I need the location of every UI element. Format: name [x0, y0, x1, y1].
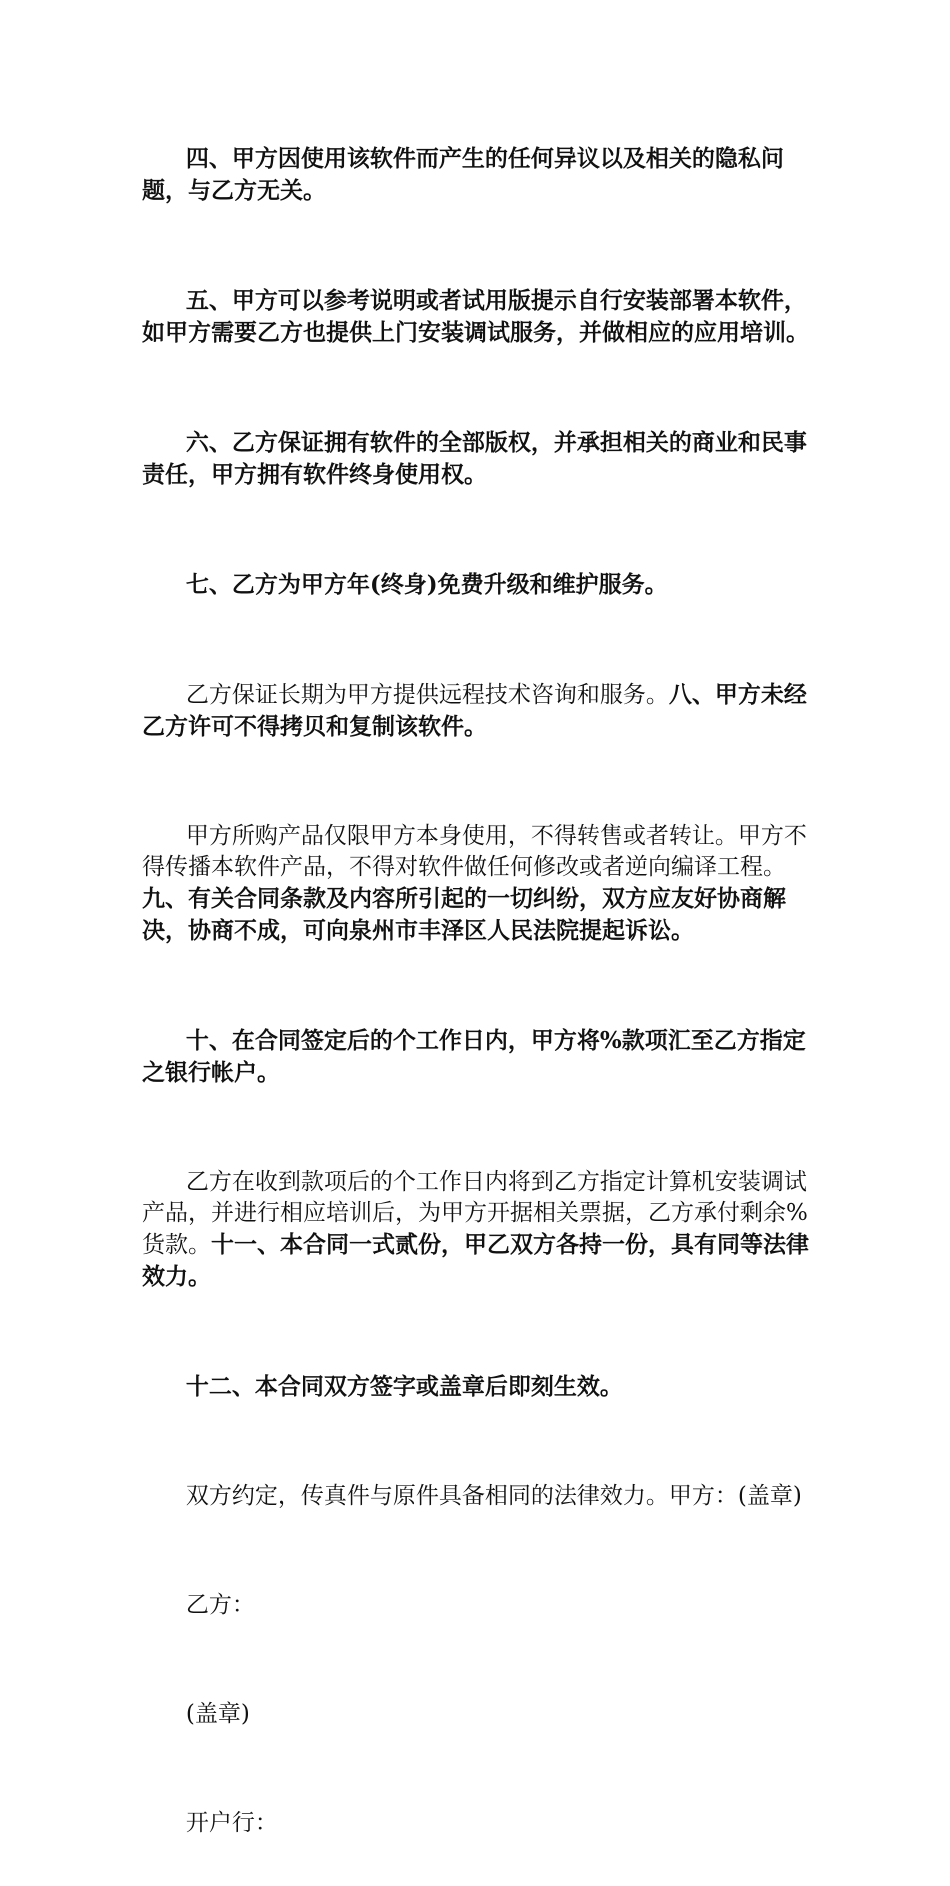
- clause-10-detail: [142, 1136, 822, 1324]
- clause-7-detail-text: 乙方保证长期为甲方提供远程技术咨询和服务。: [185, 682, 669, 708]
- clause-4: [142, 112, 822, 238]
- party-b-label-text: 乙方：: [185, 1592, 255, 1618]
- contract-body: [142, 112, 822, 1886]
- clause-5-text: 五、甲方可以参考说明或者试用版提示自行安装部署本软件，如甲方需要乙方也提供上门安装调试服务，并做相应的应用培训。: [142, 287, 809, 346]
- clause-11-text: 十一、本合同一式贰份，甲乙双方各持一份，具有同等法律效力。: [142, 1231, 809, 1290]
- party-b-seal: [142, 1668, 822, 1761]
- clause-12-text: 十二、本合同双方签字或盖章后即刻生效。: [185, 1373, 623, 1400]
- clause-12-detail: [142, 1450, 822, 1543]
- clause-8-detail: [142, 790, 822, 978]
- clause-6: [142, 396, 822, 522]
- clause-10-detail-text: 乙方在收到款项后的个工作日内将到乙方指定计算机安装调试产品，并进行相应培训后，为甲方开据相关票据，乙方承付剩余%货款。: [142, 1169, 808, 1258]
- clause-6-text: 六、乙方保证拥有软件的全部版权，并承担相关的商业和民事责任，甲方拥有软件终身使用权。: [142, 429, 807, 488]
- clause-10: [142, 994, 822, 1120]
- clause-12-detail-text: 双方约定，传真件与原件具备相同的法律效力。甲方：(盖章): [185, 1483, 802, 1509]
- clause-7-text: 七、乙方为甲方年(终身)免费升级和维护服务。: [185, 571, 668, 598]
- clause-5: [142, 254, 822, 380]
- clause-4-text: 四、甲方因使用该软件而产生的任何异议以及相关的隐私问题，与乙方无关。: [142, 145, 784, 204]
- clause-8-detail-text: 甲方所购产品仅限甲方本身使用，不得转售或者转让。甲方不得传播本软件产品，不得对软件做任何修改或者逆向编译工程。: [142, 823, 807, 880]
- clause-9-text: 九、有关合同条款及内容所引起的一切纠纷，双方应友好协商解决，协商不成，可向泉州市丰泽区人民法院提起诉讼。: [142, 885, 786, 944]
- party-b-label: [142, 1559, 822, 1652]
- clause-7: [142, 538, 822, 632]
- clause-7-detail: [142, 648, 822, 774]
- clause-8-text: 八、甲方未经乙方许可不得拷贝和复制该软件。: [142, 681, 807, 740]
- clause-12: [142, 1340, 822, 1434]
- clause-10-text: 十、在合同签定后的个工作日内，甲方将%款项汇至乙方指定之银行帐户。: [142, 1027, 806, 1086]
- bank-label-text: 开户行：: [185, 1810, 278, 1836]
- bank-label: [142, 1777, 822, 1870]
- party-b-seal-text: (盖章): [185, 1701, 250, 1727]
